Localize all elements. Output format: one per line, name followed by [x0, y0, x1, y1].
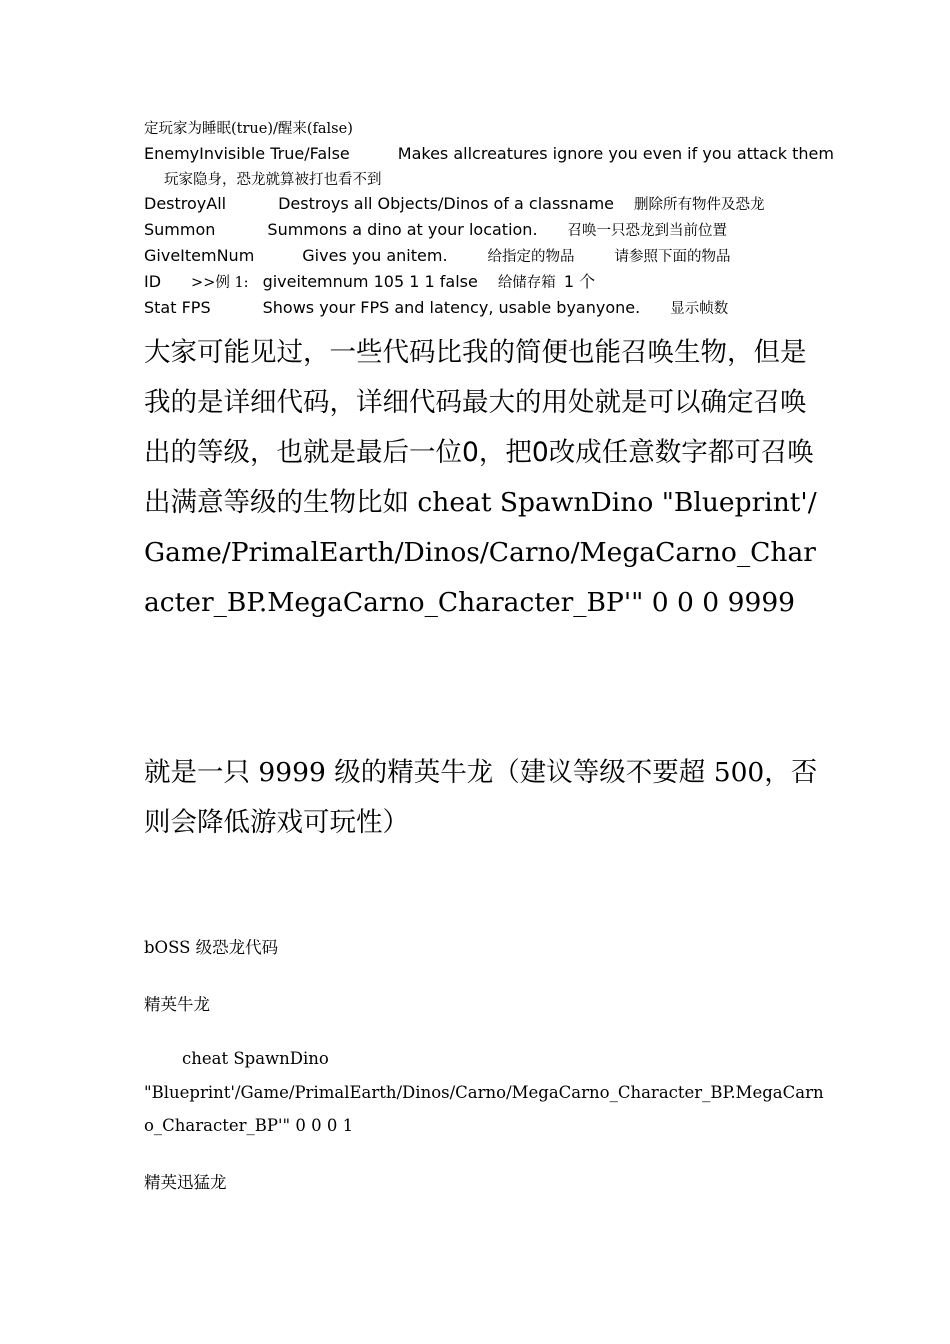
example-quantity: 1 个 — [563, 271, 596, 291]
item-id-label: ID — [144, 271, 162, 291]
boss-heading: bOSS 级恐龙代码 — [144, 938, 279, 957]
intro-zero-2: 0 — [531, 437, 549, 468]
elite-raptor-title: 精英迅猛龙 — [144, 1173, 227, 1192]
summon-desc-en: Summons a dino at your location. — [267, 220, 538, 240]
stat-fps-desc-en: Shows your FPS and latency, usable byanyone. — [262, 297, 641, 317]
elite-carno-code-rest: "Blueprint'/Game/PrimalEarth/Dinos/Carno/MegaCarno_Character_BP.MegaCarno_Character_BP'" 0 0 0 1 — [144, 1082, 824, 1135]
example-label: >>例 1: — [191, 274, 249, 291]
enemy-invisible-desc-en: Makes allcreatures ignore you even if you attack them — [397, 143, 834, 163]
give-item-num-desc-en: Gives you anitem. — [302, 245, 448, 265]
give-item-num-desc-zh: 给指定的物品 — [487, 248, 575, 265]
summon-line — [144, 218, 834, 244]
enemy-invisible-desc-zh: 玩家隐身，恐龙就算被打也看不到 — [164, 171, 382, 188]
intro-text-b: ，把 — [478, 437, 532, 468]
enemy-invisible-line — [144, 142, 834, 193]
intro-paragraph-2: 就是一只 9999 级的精英牛龙（建议等级不要超 500，否则会降低游戏可玩性） — [144, 757, 818, 838]
command-list — [144, 116, 834, 321]
destroy-all-desc-zh: 删除所有物件及恐龙 — [634, 197, 765, 214]
destroy-all-name: DestroyAll — [144, 194, 227, 214]
stat-fps-line — [144, 296, 834, 322]
elite-carno-code — [144, 1042, 824, 1143]
intro-paragraph — [144, 328, 824, 628]
summon-desc-zh: 召唤一只恐龙到当前位置 — [567, 223, 728, 240]
sleep-command-text: 定玩家为睡眠(true)/醒来(false) — [144, 121, 353, 137]
give-item-num-desc-zh2: 请参照下面的物品 — [614, 248, 731, 265]
summon-name: Summon — [144, 220, 216, 240]
intro-text-a: 大家可能见过，一些代码比我的简便也能召唤生物，但是我的是详细代码，详细代码最大的用处就是可以确定召唤出的等级，也就是最后一位 — [144, 337, 807, 468]
example-command: giveitemnum 105 1 1 false — [262, 271, 478, 291]
stat-fps-desc-zh: 显示帧数 — [670, 300, 729, 317]
stat-fps-name: Stat FPS — [144, 297, 211, 317]
destroy-all-desc-en: Destroys all Objects/Dinos of a classname — [278, 194, 614, 214]
give-item-example-line — [144, 270, 834, 296]
enemy-invisible-name: EnemyInvisible True/False — [144, 143, 350, 163]
destroy-all-line — [144, 192, 834, 218]
intro-text-c: 改成任意数字都可召唤出满意等级的生物比如 cheat SpawnDino "Blueprint'/Game/PrimalEarth/Dinos/Carno/MegaCarno_Character_BP.MegaCarno_Character_BP'" 0 0 0 9999 — [144, 437, 817, 618]
elite-carno-code-line1: cheat SpawnDino — [182, 1049, 329, 1068]
sleep-command-line — [144, 116, 834, 142]
intro-zero-1: 0 — [462, 437, 479, 468]
give-item-num-name: GiveItemNum — [144, 245, 255, 265]
example-desc-zh: 给储存箱 — [497, 274, 556, 291]
give-item-num-line — [144, 244, 834, 270]
elite-carno-title: 精英牛龙 — [144, 995, 210, 1014]
